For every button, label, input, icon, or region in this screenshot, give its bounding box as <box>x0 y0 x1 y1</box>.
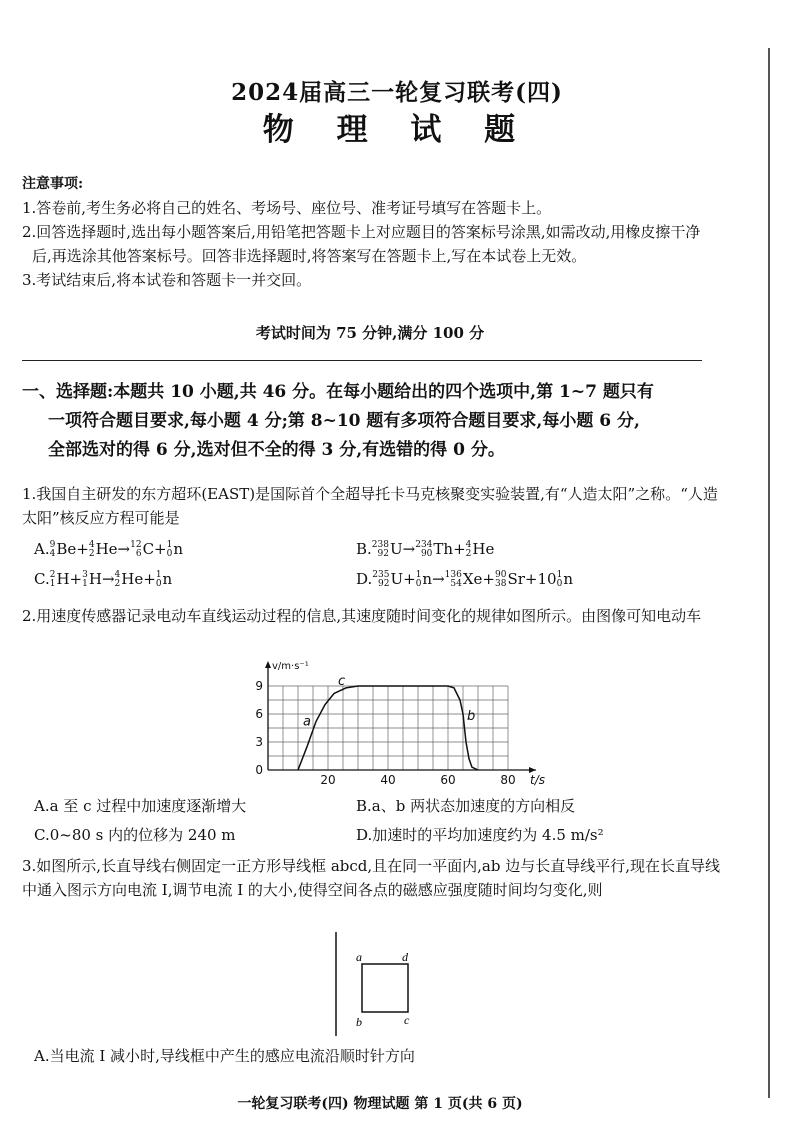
q2-option-c: C.0~80 s 内的位移为 240 m <box>34 826 236 844</box>
mass-number: 1 <box>166 540 173 550</box>
corner-c-label: c <box>404 1013 410 1027</box>
element-symbol: Th <box>433 540 454 558</box>
atomic-number: 1 <box>49 579 56 589</box>
plus-sign: + <box>482 570 495 588</box>
atomic-number: 38 <box>495 579 507 589</box>
atomic-number: 54 <box>450 579 462 589</box>
mass-number: 12 <box>130 540 142 550</box>
x-tick-label: 60 <box>440 773 456 787</box>
atomic-number: 2 <box>114 579 121 589</box>
y-axis-arrow <box>265 661 271 668</box>
option-label: D. <box>356 570 373 588</box>
element-symbol: H <box>56 570 70 588</box>
point-label-b: b <box>467 709 476 724</box>
element-symbol: U <box>389 540 403 558</box>
divider <box>22 360 702 361</box>
subject-title: 物 理 试 题 <box>262 112 532 148</box>
element-symbol: n <box>563 570 573 588</box>
arrow-sign: → <box>101 570 115 588</box>
x-tick-label: 80 <box>500 773 516 787</box>
element-symbol: C <box>142 540 155 558</box>
question-1-stem: 1.我国自主研发的东方超环(EAST)是国际首个全超导托卡马克核聚变实验装置,有“人造太阳”之称。“人造太阳”核反应方程可能是 <box>22 485 718 527</box>
mass-number: 9 <box>49 540 56 550</box>
q2-option-d: D.加速时的平均加速度约为 4.5 m/s² <box>356 826 604 844</box>
notice-heading: 注意事项: <box>22 176 84 192</box>
atomic-number: 2 <box>88 549 95 559</box>
atomic-number: 0 <box>166 549 173 559</box>
mass-number: 3 <box>82 570 88 580</box>
mass-number: 1 <box>155 570 162 580</box>
notice-item-2: 2.回答选择题时,选出每小题答案后,用铅笔把答题卡上对应题目的答案标号涂黑,如需改动,用橡皮擦干净后,再选涂其他答案标号。回答非选择题时,将答案写在答题卡上,写在本试卷上无效。 <box>22 223 701 265</box>
element-symbol: He <box>472 540 495 558</box>
mass-number: 234 <box>415 540 433 550</box>
mass-number: 4 <box>88 540 95 550</box>
section-line-2: 一项符合题目要求,每小题 4 分;第 8~10 题有多项符合题目要求,每小题 6 分, <box>48 411 640 431</box>
corner-a-label: a <box>356 950 362 964</box>
y-tick-label: 9 <box>255 679 263 693</box>
mass-number: 1 <box>556 570 563 580</box>
section-line-1: 一、选择题:本题共 10 小题,共 46 分。在每小题给出的四个选项中,第 1~7 题只有 <box>22 382 654 402</box>
atomic-number: 0 <box>556 579 563 589</box>
atomic-number: 4 <box>49 549 56 559</box>
element-symbol: H <box>88 570 102 588</box>
mass-number: 238 <box>371 540 389 550</box>
plus-sign: + <box>403 570 416 588</box>
mass-number: 136 <box>444 570 462 580</box>
mass-number: 2 <box>49 570 56 580</box>
plus-sign: + <box>143 570 156 588</box>
q1-option-b <box>356 538 494 560</box>
mass-number: 90 <box>495 570 507 580</box>
corner-d-label: d <box>402 950 408 964</box>
section-heading <box>22 378 712 465</box>
atomic-number: 0 <box>415 579 422 589</box>
element-symbol: Be <box>56 540 77 558</box>
mass-number: 4 <box>114 570 121 580</box>
element-symbol: n <box>162 570 173 588</box>
atomic-number: 0 <box>155 579 162 589</box>
notice-item-3: 3.考试结束后,将本试卷和答题卡一并交回。 <box>22 271 312 289</box>
exam-title: 2024届高三一轮复习联考(四) <box>231 79 563 106</box>
arrow-sign: → <box>402 540 416 558</box>
page-footer: 一轮复习联考(四) 物理试题 第 1 页(共 6 页) <box>237 1096 523 1112</box>
binding-line <box>768 48 770 1098</box>
atomic-number: 6 <box>135 549 142 559</box>
q3-option-a: A.当电流 I 减小时,导线框中产生的感应电流沿顺时针方向 <box>34 1047 415 1065</box>
question-3-stem: 3.如图所示,长直导线右侧固定一正方形导线框 abcd,且在同一平面内,ab 边与长直导线平行,现在长直导线中通入图示方向电流 I,调节电流 I 的大小,使得空间各点的磁感应强度随时间均匀变化,则 <box>22 857 721 899</box>
wire-loop-diagram <box>320 930 430 1042</box>
atomic-number: 2 <box>465 549 472 559</box>
element-symbol: Xe <box>462 570 483 588</box>
x-tick-label: 20 <box>320 773 336 787</box>
exam-time: 考试时间为 75 分钟,满分 100 分 <box>255 324 485 342</box>
element-symbol: Sr <box>507 570 525 588</box>
q2-option-b: B.a、b 两状态加速度的方向相反 <box>356 797 576 815</box>
arrow-sign: → <box>432 570 445 588</box>
atomic-number: 92 <box>378 579 390 589</box>
y-tick-label: 3 <box>255 735 263 749</box>
notice-block <box>22 172 712 292</box>
plus-sign: + <box>524 570 538 588</box>
point-label-c: c <box>338 673 346 689</box>
question-2-stem: 2.用速度传感器记录电动车直线运动过程的信息,其速度随时间变化的规律如图所示。由图像可知电动车 <box>22 607 702 625</box>
x-tick-label: 40 <box>380 773 396 787</box>
velocity-time-chart <box>228 657 545 787</box>
element-symbol: He <box>95 540 118 558</box>
mass-number: 235 <box>372 570 390 580</box>
y-axis-label: v/m·s⁻¹ <box>272 661 309 672</box>
plus-sign: + <box>76 540 89 558</box>
plus-sign: + <box>154 540 167 558</box>
element-symbol: n <box>422 570 433 588</box>
x-axis-label: t/s <box>530 773 545 787</box>
coefficient: 10 <box>537 570 557 588</box>
plus-sign: + <box>69 570 83 588</box>
q2-option-a: A.a 至 c 过程中加速度逐渐增大 <box>34 797 247 815</box>
notice-item-1: 1.答卷前,考生务必将自己的姓名、考场号、座位号、准考证号填写在答题卡上。 <box>22 199 552 217</box>
arrow-sign: → <box>117 540 131 558</box>
option-label: C. <box>34 570 50 588</box>
q1-option-c <box>34 568 172 590</box>
element-symbol: U <box>390 570 404 588</box>
origin-label: 0 <box>255 763 263 777</box>
mass-number: 4 <box>465 540 472 550</box>
atomic-number: 1 <box>82 579 88 589</box>
atomic-number: 92 <box>377 549 389 559</box>
element-symbol: n <box>173 540 184 558</box>
option-label: A. <box>34 540 50 558</box>
point-label-a: a <box>303 714 311 730</box>
y-tick-label: 6 <box>255 707 263 721</box>
element-symbol: He <box>121 570 144 588</box>
plus-sign: + <box>453 540 466 558</box>
mass-number: 1 <box>415 570 422 580</box>
square-loop <box>362 964 408 1012</box>
q1-option-d <box>356 568 573 590</box>
atomic-number: 90 <box>420 549 433 559</box>
corner-b-label: b <box>356 1015 362 1029</box>
q1-option-a <box>34 538 183 560</box>
section-line-3: 全部选对的得 6 分,选对但不全的得 3 分,有选错的得 0 分。 <box>48 440 505 460</box>
option-label: B. <box>356 540 372 558</box>
